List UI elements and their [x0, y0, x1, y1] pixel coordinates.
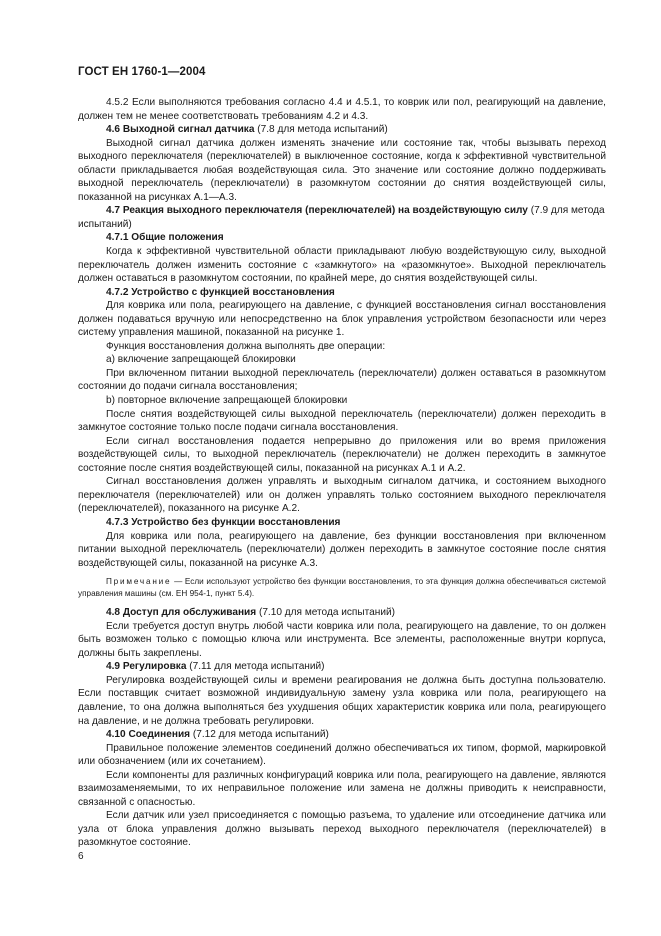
subsection-heading: 4.7.3 Устройство без функции восстановления	[106, 516, 341, 528]
paragraph: Сигнал восстановления должен управлять и выходным сигналом датчика, и состоянием выходного переключателя (переключателей) или он должен управлять только состоянием выходного переключателя (переключателей), показанного на рисунке А.2.	[78, 476, 606, 515]
section-heading: 4.6 Выходной сигнал датчика (7.8 для метода испытаний)	[106, 124, 388, 136]
paragraph: Когда к эффективной чувствительной области прикладывают любую воздействующую силу, выходной переключатель должен изменить состояние с «замкнутого» на «разомкнутое». Выходной переключатель должен оставаться в разомкнутом состоянии, по крайней мере, до снятия воздействующей силы.	[78, 246, 606, 285]
paragraph: Если требуется доступ внутрь любой части коврика или пола, реагирующего на давление, то он должен быть возможен только с помощью ключа или инструмента. Все элементы, расположенные внутри корпуса, должны быть закреплены.	[78, 620, 606, 659]
document-body	[78, 96, 606, 850]
note-label: Примечание	[106, 577, 172, 587]
paragraph: Для коврика или пола, реагирующего на давление, с функцией восстановления сигнал восстановления должен подаваться вручную или непосредственно на блок управления устройством безопасности или через систему управления машиной, показанной на рисунке 1.	[78, 300, 606, 339]
paragraph: Регулировка воздействующей силы и времени реагирования не должна быть доступна пользователю. Если поставщик считает возможной индивидуальную замену узла коврика или пола, реагирующего на давление, то она должна выполняться без ухудшения общих характеристик коврика или пола, реагирующего на давление, и не должна требовать регулировки.	[78, 674, 606, 727]
list-item: a) включение запрещающей блокировки	[106, 354, 296, 366]
section-heading: 4.7 Реакция выходного переключателя (переключателей) на воздействующую силу (7.9 для метода испытаний)	[78, 205, 605, 230]
subsection-heading: 4.7.1 Общие положения	[106, 232, 224, 244]
paragraph: Функция восстановления должна выполнять две операции:	[106, 340, 386, 352]
paragraph: Если компоненты для различных конфигураций коврика или пола, реагирующего на давление, являются взаимозаменяемыми, то их неправильное положение или замена не должны приводить к неисправности, связанной с опасностью.	[78, 769, 606, 808]
page-number: 6	[78, 851, 84, 862]
paragraph: Если сигнал восстановления подается непрерывно до приложения или во время приложения воздействующей силы, то выходной переключатель (переключатели) не должен переходить в замкнутое состояние после снятия воздействующей силы, показанной на рисунках А.1 и А.2.	[78, 435, 606, 474]
paragraph: 4.5.2 Если выполняются требования согласно 4.4 и 4.5.1, то коврик или пол, реагирующий на давление, должен тем не менее соответствовать требованиям 4.2 и 4.3.	[78, 97, 606, 122]
paragraph: Выходной сигнал датчика должен изменять значение или состояние так, чтобы вызывать переход выходного переключателя (переключателей) в выключенное состояние, когда к эффективной чувствительной области прикладывается любая воздействующая сила. Это значение или состояние должно поддерживать выходной переключатель (переключатели) в разомкнутом состоянии до снятия воздействующей силы, показанной на рисунках А.1—А.3.	[78, 137, 606, 203]
section-heading: 4.8 Доступ для обслуживания (7.10 для метода испытаний)	[106, 607, 395, 619]
list-item: b) повторное включение запрещающей блокировки	[106, 395, 348, 407]
paragraph: После снятия воздействующей силы выходной переключатель (переключатели) должен переходить в замкнутое состояние только после подачи сигнала восстановления.	[78, 408, 606, 434]
section-heading: 4.10 Соединения (7.12 для метода испытаний)	[106, 729, 329, 741]
paragraph: Правильное положение элементов соединений должно обеспечиваться их типом, формой, маркировкой или обозначением (или их сочетанием).	[78, 742, 606, 768]
paragraph: Если датчик или узел присоединяется с помощью разъема, то удаление или отсоединение датчика или узла от блока управления должно вызывать переход выходного переключателя (переключателей) в разомкнутое состояние.	[78, 810, 606, 849]
subsection-heading: 4.7.2 Устройство с функцией восстановления	[106, 286, 335, 298]
paragraph: При включенном питании выходной переключатель (переключатели) должен оставаться в разомкнутом состоянии до подачи сигнала восстановления;	[78, 367, 606, 393]
section-heading: 4.9 Регулировка (7.11 для метода испытаний)	[106, 661, 325, 673]
page-header: ГОСТ ЕН 1760-1—2004	[78, 66, 206, 78]
paragraph: Для коврика или пола, реагирующего на давление, без функции восстановления при включенном питании выходной переключатель (переключатели) должен переходить в замкнутое состояние после снятия воздействующей силы, показанной на рисунке А.3.	[78, 530, 606, 569]
note: Примечание — Если используют устройство без функции восстановления, то эта функция должна обеспечиваться системой управления машины (см. ЕН 954-1, пункт 5.4).	[78, 577, 606, 599]
